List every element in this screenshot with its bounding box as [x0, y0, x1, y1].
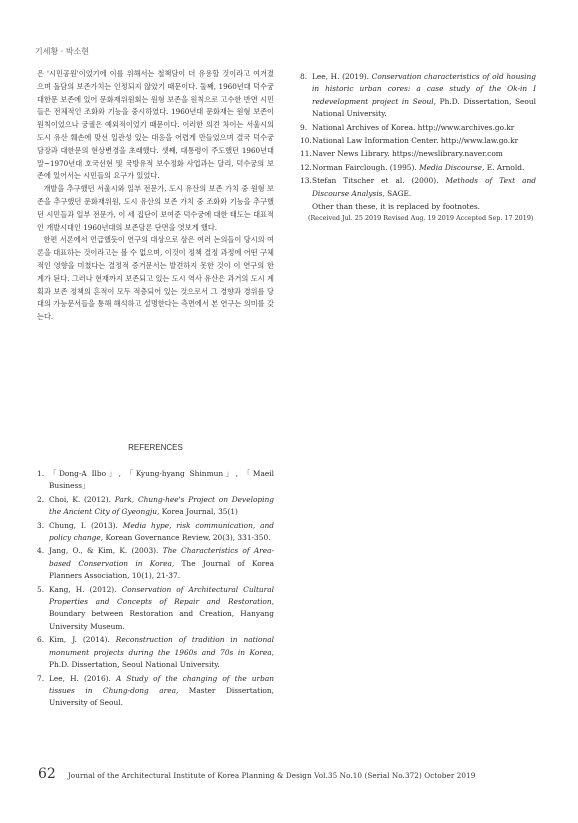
reference-text: Boundary between Restoration and Creation, Hanyang University Museum. [49, 609, 274, 631]
reference-text: Kang, H. (2012). [49, 584, 122, 594]
reference-text: Master Dissertation, University of Seoul. [49, 685, 274, 708]
reference-title: The Characteristics of Area-based Conservation in Korea, [49, 546, 274, 568]
reference-number: 13. [300, 176, 312, 186]
reference-item [37, 494, 274, 519]
reference-title: Conservation of Architectural Cultural Properties and Concepts of Repair and Restoration, [49, 584, 274, 607]
body-paragraph: 개발을 추구했던 서울시와 일부 전문가, 도시 유산의 보존 가치 중 원형 보존을 추구했던 문화재위원, 도시 유산의 보존 가치 중 조화와 기능을 추구했던 시민들과 일부 전문가, 이 세 집단이 보여준 덕수궁에 대한 태도는 대표적인 개발시대인 1960년대의 보존담론 단면을 엿보게 했다. [37, 184, 274, 232]
references-heading: REFERENCES [128, 443, 183, 452]
page-number: 62 [38, 766, 56, 782]
reference-title: Media Discourse, [419, 162, 485, 172]
references-footnote-note: Other than these, it is replaced by footnotes. [312, 202, 481, 212]
reference-number: 10. [300, 136, 312, 146]
reference-text: 「Dong-A Ilbo」, 「Kyung-hyang Shinmun」, 「Maeil Business」 [49, 469, 274, 491]
reference-list-right [300, 71, 536, 223]
reference-item [300, 122, 536, 134]
reference-text: Stefan Titscher et al. (2000). [312, 176, 446, 186]
reference-item [37, 545, 274, 582]
reference-title: A Study of the changing of the urban tissues in Chung-dong area, [49, 673, 274, 695]
received-dates: (Received Jul. 25 2019 Revised Aug. 19 2019 Accepted Sep. 17 2019) [308, 214, 534, 223]
reference-number: 6. [37, 635, 45, 645]
reference-text: SAGE. [384, 188, 412, 198]
reference-title: Media hype, risk communication, and policy change, [49, 520, 274, 543]
reference-title: Reconstruction of tradition in national monument projects during the 1960s and 70s in Korea, [49, 635, 274, 657]
body-paragraph: 한편 서론에서 언급했듯이 연구의 대상으로 삼은 여러 논의들이 당시의 여론을 대표하는 것이라고는 볼 수 없으며, 이것이 정책 결정 과정에 어떤 구체적인 영향을 미쳤다는 결정적 증거문서는 발견하지 못한 것이 이 연구의 한계가 된다. 그러나 현재까지 보존되고 있는 도시 역사 유산은 과거의 도시 계획과 보존 정책의 흔적이 모두 적층되어 있는 것으로서 그 경향과 경위를 당대의 가능문서들을 통해 해석하고 설명한다는 측면에서 본 연구는 의미를 갖는다. [37, 235, 274, 322]
reference-text: Ph.D. Dissertation, Seoul National University. [312, 96, 536, 119]
reference-title: Park, Chung-hee's Project on Developing the Ancient City of Gyeongju [49, 494, 274, 517]
reference-item [37, 520, 274, 545]
reference-text: Chung, I. (2013). [49, 520, 123, 530]
page-footer [38, 766, 548, 782]
reference-list-left [37, 468, 274, 711]
reference-number: 11. [300, 149, 312, 159]
reference-text: Kim, J. (2014). [49, 635, 116, 645]
reference-number: 2. [37, 494, 45, 504]
reference-item [37, 673, 274, 710]
reference-text: Naver News Library. https://newslibrary.naver.com [312, 149, 503, 159]
reference-number: 12. [300, 162, 312, 172]
reference-text: Korean Governance Review, 20(3), 331-350. [103, 533, 271, 543]
running-head: 기세황 · 박소현 [35, 47, 89, 56]
reference-number: 9. [300, 122, 308, 132]
reference-number: 7. [37, 673, 45, 683]
reference-item [300, 175, 536, 200]
reference-text: Jang, O., & Kim, K. (2003). [49, 546, 163, 556]
reference-text: Lee, H. (2016). [49, 673, 116, 683]
reference-item [300, 71, 536, 121]
reference-text: E. Arnold. [484, 162, 525, 172]
reference-item [300, 148, 536, 160]
reference-text: , Korea Journal, 35(1) [157, 507, 238, 517]
reference-text: The Journal of Korea Planners Association, 10(1), 21-37. [49, 558, 274, 581]
reference-text: Lee, H. (2019). [312, 72, 372, 81]
reference-item [300, 135, 536, 147]
reference-text: Norman Fairclough. (1995). [312, 162, 420, 172]
reference-text: Ph.D. Dissertation, Seoul National University. [49, 660, 220, 670]
reference-number: 4. [37, 546, 45, 556]
reference-item [37, 468, 274, 493]
reference-text: National Archives of Korea. http://www.archives.go.kr [312, 122, 515, 132]
reference-number: 3. [37, 520, 45, 530]
journal-citation: Journal of the Architectural Institute of Korea Planning & Design Vol.35 No.10 (Serial No.372) October 2019 [67, 771, 476, 780]
reference-text: Choi, K. (2012). [49, 494, 115, 504]
reference-number: 8. [300, 72, 308, 81]
reference-item [37, 634, 274, 671]
body-paragraph: 은 '시민공원'이었기에 이를 위해서는 철책담이 더 유용할 것이라고 여겨졌으며 돌담의 보존가치는 인정되지 않았기 때문이다. 둘째, 1960년대 덕수궁 대한문 보존에 있어 문화재위원회는 원형 보존을 원칙으로 고수한 반면 시민들은 전체적인 조화와 기능을 중시하였다. 1960년대 문화재는 원형 보존이 원칙이었으나 궁궐은 예외적이었기 때문이다. 이러한 의견 차이는 서울시의 도시 유산 훼손에 맞선 일관성 있는 대응을 어렵게 만들었으며 결국 덕수궁 담장과 대한문의 현상변경을 초래했다. 셋째, 대통령이 주도했던 1960년대 말~1970년대 호국선현 및 국방유적 보수정화 사업과는 달리, 덕수궁의 보존에 있어서는 시민들의 요구가 있었다. [37, 69, 274, 181]
reference-number: 5. [37, 584, 45, 594]
reference-number: 1. [37, 469, 45, 478]
reference-title: Methods of Text and Discourse Analysis, [312, 176, 536, 198]
body-text [37, 68, 274, 324]
reference-item [300, 162, 536, 174]
reference-item [37, 584, 274, 634]
reference-title: Conservation characteristics of old housing in historic urban cores: a case study of the Ok-in I redevelopment project in Seoul, [312, 72, 536, 106]
reference-text: National Law Information Center. http://www.law.go.kr [312, 136, 519, 146]
